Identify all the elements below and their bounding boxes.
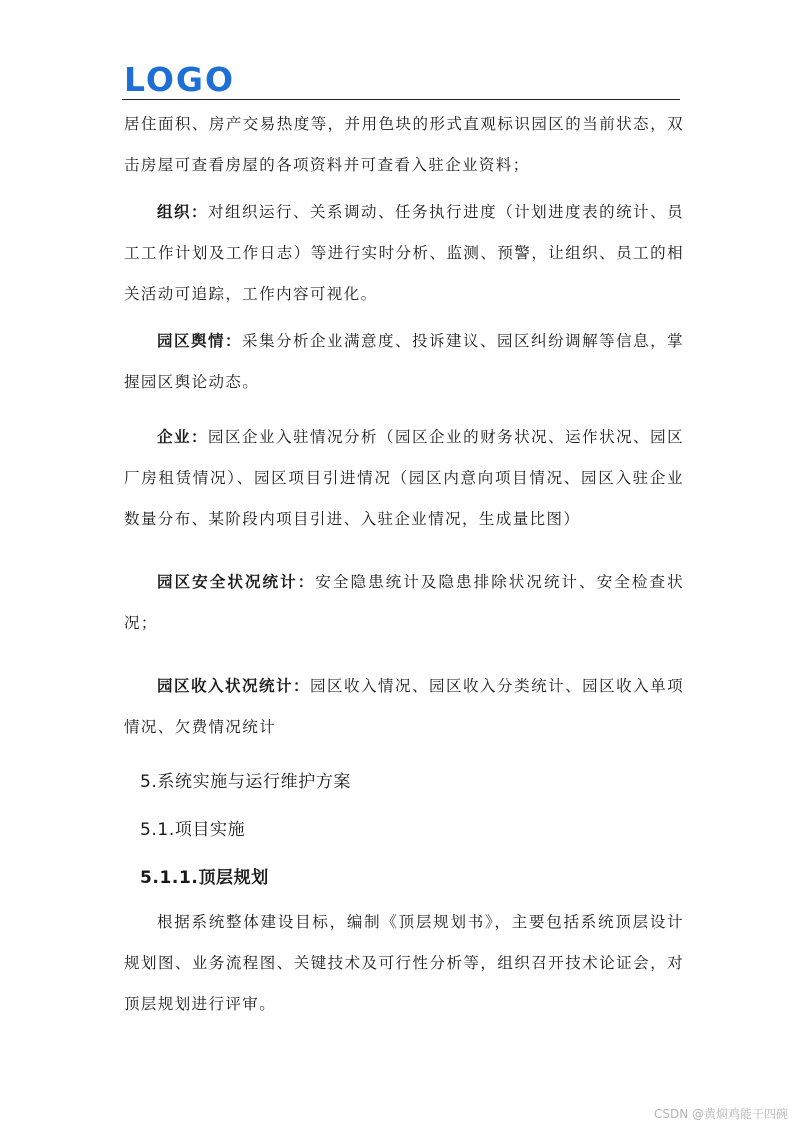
- term-label: 园区安全状况统计：: [157, 573, 316, 591]
- header-divider: [122, 99, 680, 100]
- term-label: 企业：: [157, 428, 209, 446]
- term-label: 园区舆情：: [157, 332, 243, 350]
- document-body: [124, 104, 684, 1025]
- paragraph-text: 采集分析企业满意度、投诉建议、园区纠纷调解等信息，掌握园区舆论动态。: [124, 332, 684, 391]
- subsubsection-heading: 5.1.1.顶层规划: [140, 868, 269, 888]
- term-label: 园区收入状况统计：: [157, 677, 311, 695]
- paragraph-safety-stats: [124, 562, 684, 644]
- paragraph-text: 安全隐患统计及隐患排除状况统计、安全检查状况；: [124, 573, 684, 632]
- paragraph-text: 园区收入情况、园区收入分类统计、园区收入单项情况、欠费情况统计: [124, 677, 684, 736]
- paragraph-continued: 居住面积、房产交易热度等，并用色块的形式直观标识园区的当前状态，双击房屋可查看房屋的各项资料并可查看入驻企业资料；: [124, 115, 684, 174]
- term-label: 组织：: [157, 203, 209, 221]
- paragraph-top-level-planning: 根据系统整体建设目标，编制《顶层规划书》，主要包括系统顶层设计规划图、业务流程图、关键技术及可行性分析等，组织召开技术论证会，对顶层规划进行评审。: [124, 913, 684, 1013]
- paragraph-text: 园区企业入驻情况分析（园区企业的财务状况、运作状况、园区厂房租赁情况）、园区项目引进情况（园区内意向项目情况、园区入驻企业数量分布、某阶段内项目引进、入驻企业情况，生成量比图）: [124, 428, 685, 528]
- paragraph-organization: [124, 192, 684, 315]
- logo: LOGO: [124, 60, 236, 99]
- watermark: CSDN @黄焖鸡能干四碗: [653, 1107, 788, 1121]
- section-heading: 5.系统实施与运行维护方案: [140, 772, 352, 792]
- paragraph-text: 对组织运行、关系调动、任务执行进度（计划进度表的统计、员工工作计划及工作日志）等进行实时分析、监测、预警，让组织、员工的相关活动可追踪，工作内容可视化。: [124, 203, 685, 303]
- subsection-heading: 5.1.项目实施: [140, 820, 246, 840]
- paragraph-income-stats: [124, 666, 684, 748]
- paragraph-park-opinion: [124, 321, 684, 403]
- paragraph-enterprise: [124, 417, 684, 540]
